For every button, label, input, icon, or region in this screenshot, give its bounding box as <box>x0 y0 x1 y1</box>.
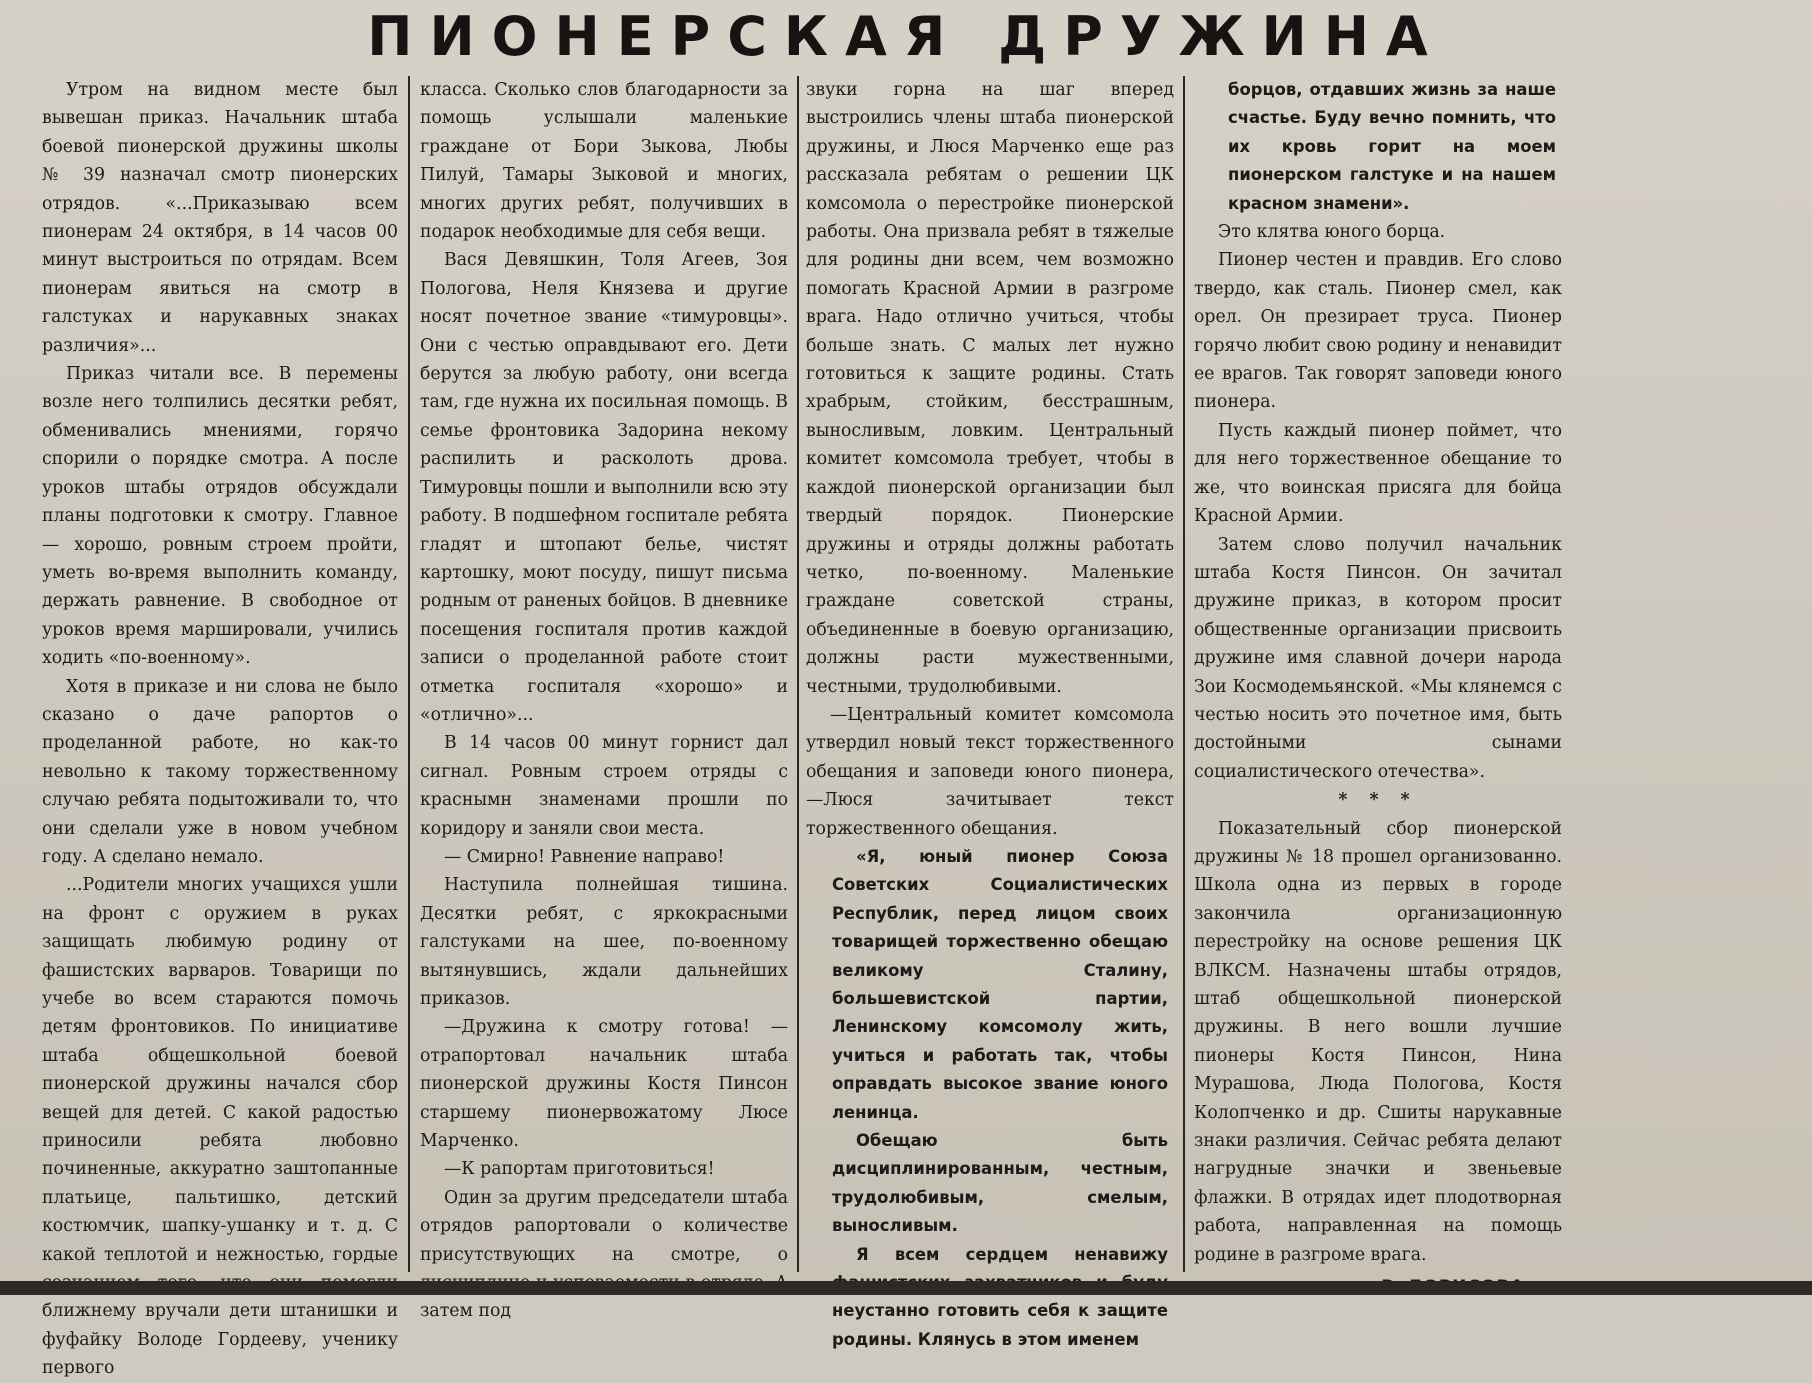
oath-text: «Я, юный пионер Союза Советских Социалистических Республик, перед лицом своих товарищей торжественно обещаю великому Сталину, большевистской партии, Ленинскому комсомолу жить, учиться и работать так, чтобы оправдать высокое звание юного ленинца. <box>832 846 1168 1122</box>
oath-text: Обещаю быть дисциплинированным, честным, трудолюбивым, смелым, выносливым. <box>832 1131 1168 1236</box>
column-divider <box>1183 76 1185 1272</box>
paragraph: —Дружина к смотру готова! — отрапортовал начальник штаба пионерской дружины Костя Пинсон старшему пионервожатому Люсе Марченко. <box>420 1017 788 1152</box>
paragraph: Показательный сбор пионерской дружины № 18 прошел организованно. Школа одна из первых в городе закончила организационную перестройку на основе решения ЦК ВЛКСМ. Назначены штабы отрядов, штаб общешкольной пионерской дружины. В него вошли лучшие пионеры Костя Пинсон, Нина Мурашова, Люда Пологова, Костя Колопченко и др. Сшиты нарукавные знаки различия. Сейчас ребята делают нагрудные значки и звеньевые флажки. В отрядах идет плодотворная работа, направленная на помощь родине в разгроме врага. <box>1194 818 1562 1265</box>
paragraph: Утром на видном месте был вывешан приказ. Начальник штаба боевой пионерской дружины школы № 39 назначал смотр пионерских отрядов. «...Приказываю всем пионерам 24 октября, в 14 часов 00 минут выстроиться по отрядам. Всем пионерам явиться на смотр в галстуках и нарукавных знаках различия»... <box>42 80 398 356</box>
article-column-2 <box>420 76 789 1322</box>
paragraph: Пионер честен и правдив. Его слово твердо, как сталь. Пионер смел, как орел. Он презирает труса. Пионер горячо любит свою родину и ненавидит ее врагов. Так говорят заповеди юного пионера. <box>1194 250 1562 413</box>
bottom-rule <box>0 1281 1812 1295</box>
headline: ПИОНЕРСКАЯ ДРУЖИНА <box>367 5 1445 68</box>
paragraph: Затем слово получил начальник штаба Костя Пинсон. Он зачитал дружине приказ, в котором просит общественные организации присвоить дружине имя славной дочери народа Зои Космодемьянской. «Мы клянемся с честью носить это почетное имя, быть достойными сынами социалистического отечества». <box>1194 534 1562 782</box>
paragraph: Один за другим председатели штаба отрядов рапортовали о количестве присутствующих на смотре, о затем под <box>420 1187 788 1322</box>
article-column-1 <box>42 76 398 1379</box>
paragraph: Это клятва юного борца. <box>1218 222 1446 243</box>
paragraph: Вася Девяшкин, Толя Агеев, Зоя Пологова, Неля Князева и другие носят почетное звание «тимуровцы». Они с честью оправдывают его. Дети берутся за любую работу, они всегда там, где нужна их посильная помощь. В семье фронтовика Задорина некому распилить и расколоть дрова. Тимуровцы пошли и выполнили всю эту работу. В подшефном госпитале ребята гладят и штопают белье, чистят картошку, моют посуду, пишут письма родным от раненых бойцов. В дневнике посещения госпиталя против каждой записи о проделанной работе стоит отметка госпиталя «хорошо» и «отлично»... <box>420 250 789 725</box>
paragraph: Приказ читали все. В перемены возле него толпились десятки ребят, обменивались мнениями, горячо спорили о порядке смотра. А после уроков штабы отрядов обсуждали планы подготовки к смотру. Главное — хорошо, ровным строем пройти, уметь во-время выполнить команду, держать равнение. В свободное от уроков время маршировали, учились ходить «по-военному». <box>42 364 398 669</box>
paragraph: звуки горна на шаг вперед выстроились члены штаба пионерской дружины, и Люся Марченко еще раз рассказала ребятам о решении ЦК комсомола о перестройке пионерской работы. Она призвала ребят в тяжелые для родины дни всем, чем возможно помогать Красной Армии в разгроме врага. Надо отлично учиться, чтобы больше знать. С малых лет нужно готовиться к защите родины. Стать храбрым, стойким, бесстрашным, выносливым, ловким. Центральный комитет комсомола требует, чтобы в каждой пионерской организации был твердый порядок. Пионерские дружины и отряды должны работать четко, по-военному. Маленькие граждане советской страны, объединенные в боевую организацию, должны расти мужественными, честными, трудолюбивыми. <box>806 80 1174 697</box>
section-separator: * * * <box>1338 790 1418 811</box>
paragraph: ...Родители многих учащихся ушли на фронт с оружием в руках защищать любимую родину от фашистских варваров. Товарищи по учебе во всем стараются помочь детям фронтовиков. По инициативе штаба общешкольной боевой пионерской дружины начался сбор вещей для детей. С какой радостью приносили ребята любовно починенные, аккуратно заштопанные платьице, пальтишко, детский костюмчик, шапку-ушанку и т. д. С какой теплотой и нежностью, гордые ближнему вручали дети штанишки и фуфайку Володе Гордееву, ученику первого <box>42 875 398 1379</box>
oath-text: борцов, отдавших жизнь за наше счастье. Буду вечно помнить, что их кровь горит на моем пионерском галстуке и на нашем красном знамени». <box>1228 80 1556 213</box>
article-column-3 <box>806 76 1174 1349</box>
article-column-4 <box>1194 76 1562 1272</box>
paragraph: класса. Сколько слов благодарности за помощь услышали маленькие граждане от Бори Зыкова, Любы Пилуй, Тамары Зыковой и многих, многих других ребят, получивших в подарок необходимые для себя вещи. <box>420 80 788 243</box>
column-divider <box>797 76 799 1272</box>
paragraph: — Смирно! Равнение направо! <box>444 846 725 867</box>
paragraph: —К рапортам приготовиться! <box>444 1159 715 1180</box>
paragraph: —Центральный комитет комсомола утвердил новый текст торжественного обещания и заповеди юного пионера, —Люся зачитывает текст торжественного обещания. <box>806 704 1174 839</box>
paragraph: Пусть каждый пионер поймет, что для него торжественное обещание то же, что воинская присяга для бойца Красной Армии. <box>1194 420 1562 527</box>
paragraph: Наступила полнейшая тишина. Десятки ребят, с яркокрасными галстуками на шее, по-военному вытянувшись, ждали дальнейших приказов. <box>420 875 788 1009</box>
oath-text: Я всем сердцем ненавижу неустанно готовить себя к защите родины. Клянусь в этом именем <box>832 1244 1168 1349</box>
column-divider <box>408 76 410 1272</box>
paragraph: В 14 часов 00 минут горнист дал сигнал. Ровным строем отряды с краснымн знаменами прошли по коридору и заняли свои места. <box>420 733 788 839</box>
paragraph: Хотя в приказе и ни слова не было сказано о даче рапортов о проделанной работе, но как-то невольно к такому торжественному случаю ребята подытоживали то, что они сделали уже в новом учебном году. А сделано немало. <box>42 676 398 867</box>
